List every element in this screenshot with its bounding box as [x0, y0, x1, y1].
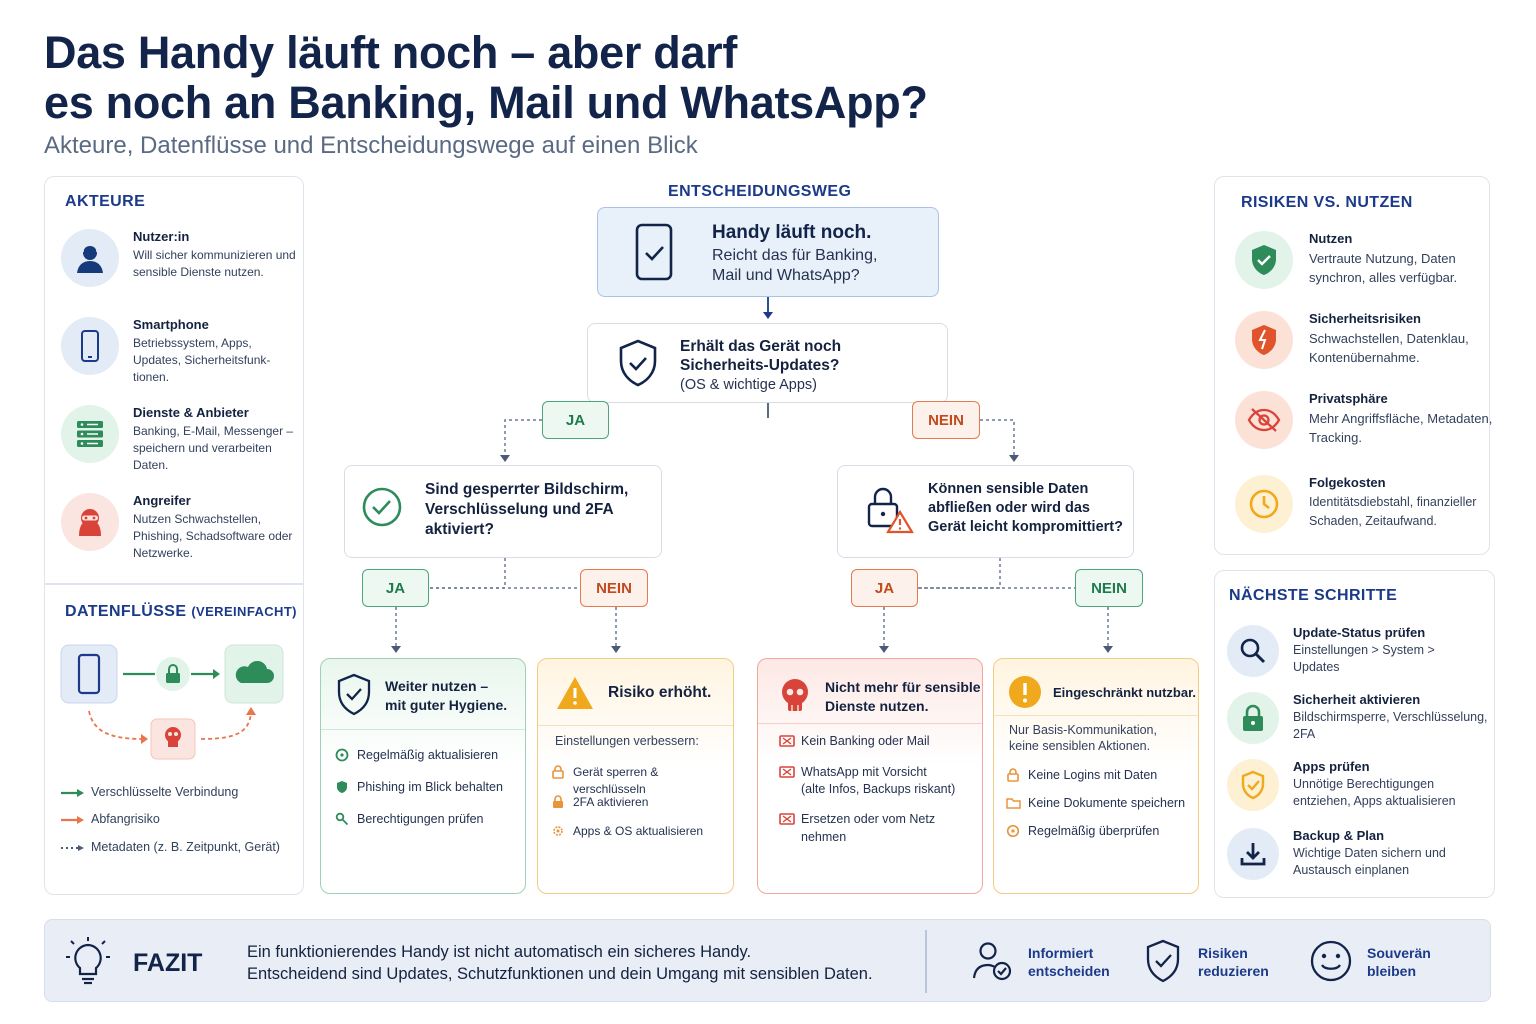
dataflow-heading-small: (VEREINFACHT) — [191, 604, 297, 619]
divider — [994, 715, 1198, 716]
list-item — [1028, 823, 1159, 840]
dataflow-heading-main: DATENFLÜSSE — [65, 603, 187, 620]
title-line-2: es noch an Banking, Mail und WhatsApp? — [44, 77, 928, 128]
actor-name: Smartphone — [133, 317, 209, 332]
fazit-text-2: Entscheidend sind Updates, Schutzfunktionen und dein Umgang mit sensiblen Daten. — [247, 965, 873, 983]
pillar-stay-sovereign — [1309, 938, 1459, 986]
list-item-text: Apps & OS aktualisieren — [573, 824, 704, 838]
badge-ja-1: JA — [542, 401, 609, 439]
outcome-sub: Einstellungen verbessern: — [555, 734, 699, 748]
step-desc: Bildschirmsperre, Verschlüsselung, 2FA — [1293, 710, 1488, 741]
list-item — [357, 747, 498, 764]
pillar-line-2: bleiben — [1367, 963, 1417, 979]
list-item — [801, 781, 955, 798]
actors-heading: AKTEURE — [65, 193, 146, 210]
list-item — [801, 733, 930, 750]
server-icon — [61, 405, 119, 463]
actor-name: Angreifer — [133, 493, 191, 508]
download-icon — [1227, 828, 1279, 880]
fazit-label: FAZIT — [133, 949, 203, 977]
pillar-line-2: entscheiden — [1028, 963, 1110, 979]
flow-start-box — [597, 207, 939, 297]
outcome-stop-sensitive — [757, 658, 983, 894]
pillar-line-1: Informiert — [1028, 945, 1094, 961]
mail-blocked-icon — [779, 765, 795, 784]
phone-node — [61, 645, 117, 703]
actor-name: Dienste & Anbieter — [133, 405, 249, 420]
list-item-text: Keine Logins mit Daten — [1028, 768, 1158, 782]
list-item-text: Phishing im Blick behalten — [357, 780, 503, 794]
page-title — [44, 28, 928, 128]
list-item-text: Kein Banking oder Mail — [801, 734, 930, 748]
list-item-text: WhatsApp mit Vorsicht — [801, 765, 927, 779]
user-check-icon — [971, 940, 1013, 987]
risk-desc: Vertraute Nutzung, Daten synchron, alles verfügbar. — [1309, 251, 1458, 285]
shield-check-icon — [335, 673, 373, 722]
pillar-line-2: reduzieren — [1198, 963, 1269, 979]
flow-heading: ENTSCHEIDUNGSWEG — [668, 183, 852, 200]
outcome-sub-2: keine sensiblen Aktionen. — [1009, 739, 1151, 753]
refresh-icon — [1006, 824, 1020, 843]
start-text-1: Reicht das für Banking, — [712, 247, 878, 264]
start-title: Handy läuft noch. — [712, 222, 872, 243]
badge-nein-1: NEIN — [912, 401, 980, 439]
list-item-text: Regelmäßig überprüfen — [1028, 824, 1160, 838]
badge-ja-2: JA — [362, 569, 429, 607]
q3-line-1: Können sensible Daten — [928, 481, 1089, 497]
risk-desc: Identitätsdiebstahl, finanzieller Schaden, Zeitaufwand. — [1309, 495, 1477, 528]
refresh-icon — [335, 748, 349, 767]
steps-panel — [1214, 570, 1495, 898]
outcome-limited-use — [993, 658, 1199, 894]
lightbulb-icon — [65, 936, 111, 991]
mail-blocked-icon — [779, 734, 795, 753]
outcome-title-2: mit guter Hygiene. — [385, 697, 508, 713]
list-item-text: Berechtigungen prüfen — [357, 812, 484, 826]
legend-label: Verschlüsselte Verbindung — [91, 785, 239, 799]
risk-desc: Schwachstellen, Datenklau, Kontenübernahme. — [1309, 331, 1469, 365]
search-icon — [1227, 625, 1279, 677]
step-name: Update-Status prüfen — [1293, 625, 1426, 640]
steps-heading: NÄCHSTE SCHRITTE — [1229, 587, 1398, 604]
q2-line-3: aktiviert? — [425, 521, 494, 538]
list-item — [801, 811, 935, 828]
legend-label: Abfangrisiko — [91, 812, 160, 826]
divider — [758, 723, 982, 724]
dataflow-heading — [65, 603, 297, 621]
divider — [538, 725, 733, 726]
list-item — [573, 794, 648, 811]
risk-desc: Mehr Angriffsfläche, Metadaten, Tracking. — [1309, 411, 1493, 445]
gear-icon — [551, 824, 565, 843]
step-name: Backup & Plan — [1293, 828, 1385, 843]
list-item — [1028, 795, 1185, 812]
eye-crossed-icon — [1235, 391, 1293, 449]
actor-desc: Banking, E-Mail, Messenger – speichern und verarbeiten Daten. — [133, 424, 294, 472]
outcome-title-1: Nicht mehr für sensible — [825, 679, 981, 695]
check-circle-icon — [361, 486, 403, 533]
outcome-title — [825, 678, 981, 716]
outcome-title — [385, 677, 507, 715]
fazit-text-1: Ein funktionierendes Handy ist nicht automatisch ein sicheres Handy. — [247, 943, 752, 961]
title-line-1: Das Handy läuft noch – aber darf — [44, 27, 738, 78]
lock-icon — [1006, 768, 1020, 787]
step-desc: Unnötige Berechtigungen entziehen, Apps aktualisieren — [1293, 777, 1456, 808]
hacker-icon — [61, 493, 119, 551]
shield-check-icon — [1235, 231, 1293, 289]
lock-icon — [551, 765, 565, 784]
list-item — [1028, 767, 1157, 784]
step-name: Sicherheit aktivieren — [1293, 692, 1421, 707]
pillar-reduce-risks — [1143, 938, 1293, 986]
pillar-informed — [971, 938, 1121, 986]
badge-nein-2: NEIN — [580, 569, 648, 607]
list-item — [573, 764, 733, 798]
q3-line-3: Gerät leicht kompromittiert? — [928, 519, 1123, 535]
badge-nein-3: NEIN — [1075, 569, 1143, 607]
pillar-line-1: Risiken — [1198, 945, 1248, 961]
warning-icon — [556, 675, 594, 716]
divider — [925, 930, 927, 993]
list-item — [801, 764, 927, 781]
step-desc: Einstellungen > System > Updates — [1293, 643, 1435, 674]
smile-icon — [1309, 939, 1353, 988]
fazit-bar — [44, 919, 1491, 1002]
outcome-title-1: Risiko erhöht. — [608, 684, 712, 701]
actor-desc: Will sicher kommunizieren und sensible Dienste nutzen. — [133, 248, 296, 279]
clock-icon — [1235, 475, 1293, 533]
q1-line-1: Erhält das Gerät noch — [680, 338, 842, 355]
list-item-text: nehmen — [801, 830, 847, 844]
actor-desc: Nutzen Schwachstellen, Phishing, Schadsoftware oder Netzwerke. — [133, 512, 293, 560]
actor-name: Nutzer:in — [133, 229, 190, 244]
q2-line-2: Verschlüsselung und 2FA — [425, 501, 614, 518]
actors-panel — [44, 176, 304, 895]
outcome-title-1: Eingeschränkt nutzbar. — [1053, 685, 1197, 700]
q2-line-1: Sind gesperrter Bildschirm, — [425, 481, 629, 498]
user-icon — [61, 229, 119, 287]
question-protection — [344, 465, 662, 558]
badge-ja-3: JA — [851, 569, 918, 607]
page-subtitle: Akteure, Datenflüsse und Entscheidungswege auf einen Blick — [44, 132, 698, 159]
risks-panel — [1214, 176, 1493, 555]
list-item — [801, 829, 846, 846]
shield-check-icon — [616, 338, 660, 393]
shield-broken-icon — [1235, 311, 1293, 369]
risks-heading: RISIKEN VS. NUTZEN — [1241, 194, 1413, 211]
risk-name: Sicherheitsrisiken — [1309, 311, 1421, 326]
outcome-keep-using — [320, 658, 526, 894]
shield-icon — [335, 780, 349, 799]
risk-name: Nutzen — [1309, 231, 1353, 246]
mail-blocked-icon — [779, 812, 795, 831]
list-item-text: Keine Dokumente speichern — [1028, 796, 1186, 810]
risk-name: Folgekosten — [1309, 475, 1386, 490]
outcome-risk-increased — [537, 658, 734, 894]
list-item-text: (alte Infos, Backups riskant) — [801, 782, 956, 796]
shield-check-icon — [1143, 938, 1183, 989]
shield-check-icon — [1227, 759, 1279, 811]
exclamation-icon — [1008, 675, 1042, 714]
key-icon — [335, 812, 349, 831]
outcome-title-2: Dienste nutzen. — [825, 698, 929, 714]
lock-icon — [1227, 692, 1279, 744]
divider — [45, 583, 303, 585]
lock-icon — [551, 795, 565, 814]
risk-name: Privatsphäre — [1309, 391, 1388, 406]
list-item — [357, 811, 483, 828]
dataflow-diagram — [55, 639, 295, 769]
list-item-text: 2FA aktivieren — [573, 795, 649, 809]
outcome-sub-1: Nur Basis-Kommunikation, — [1009, 723, 1157, 737]
divider — [321, 729, 525, 730]
q3-line-2: abfließen oder wird das — [928, 500, 1090, 516]
start-text-2: Mail und WhatsApp? — [712, 267, 860, 284]
question-compromise — [837, 465, 1134, 558]
list-item — [573, 823, 703, 840]
actor-desc: Betriebssystem, Apps, Updates, Sicherheitsfunk-tionen. — [133, 336, 271, 384]
pillar-line-1: Souverän — [1367, 945, 1431, 961]
lock-warning-icon — [864, 482, 916, 539]
smartphone-icon — [61, 317, 119, 375]
q1-line-3: (OS & wichtige Apps) — [680, 377, 817, 393]
question-updates — [587, 323, 948, 403]
step-name: Apps prüfen — [1293, 759, 1370, 774]
q1-line-2: Sicherheits-Updates? — [680, 357, 840, 374]
list-item-text: Gerät sperren & verschlüsseln — [573, 765, 659, 796]
phone-check-icon — [634, 222, 674, 287]
outcome-title-1: Weiter nutzen – — [385, 678, 489, 694]
folder-icon — [1006, 796, 1021, 814]
list-item-text: Regelmäßig aktualisieren — [357, 748, 499, 762]
legend-label: Metadaten (z. B. Zeitpunkt, Gerät) — [91, 840, 280, 854]
list-item-text: Ersetzen oder vom Netz — [801, 812, 936, 826]
step-desc: Wichtige Daten sichern und Austausch einplanen — [1293, 846, 1446, 877]
list-item — [357, 779, 503, 796]
skull-icon — [778, 677, 812, 718]
